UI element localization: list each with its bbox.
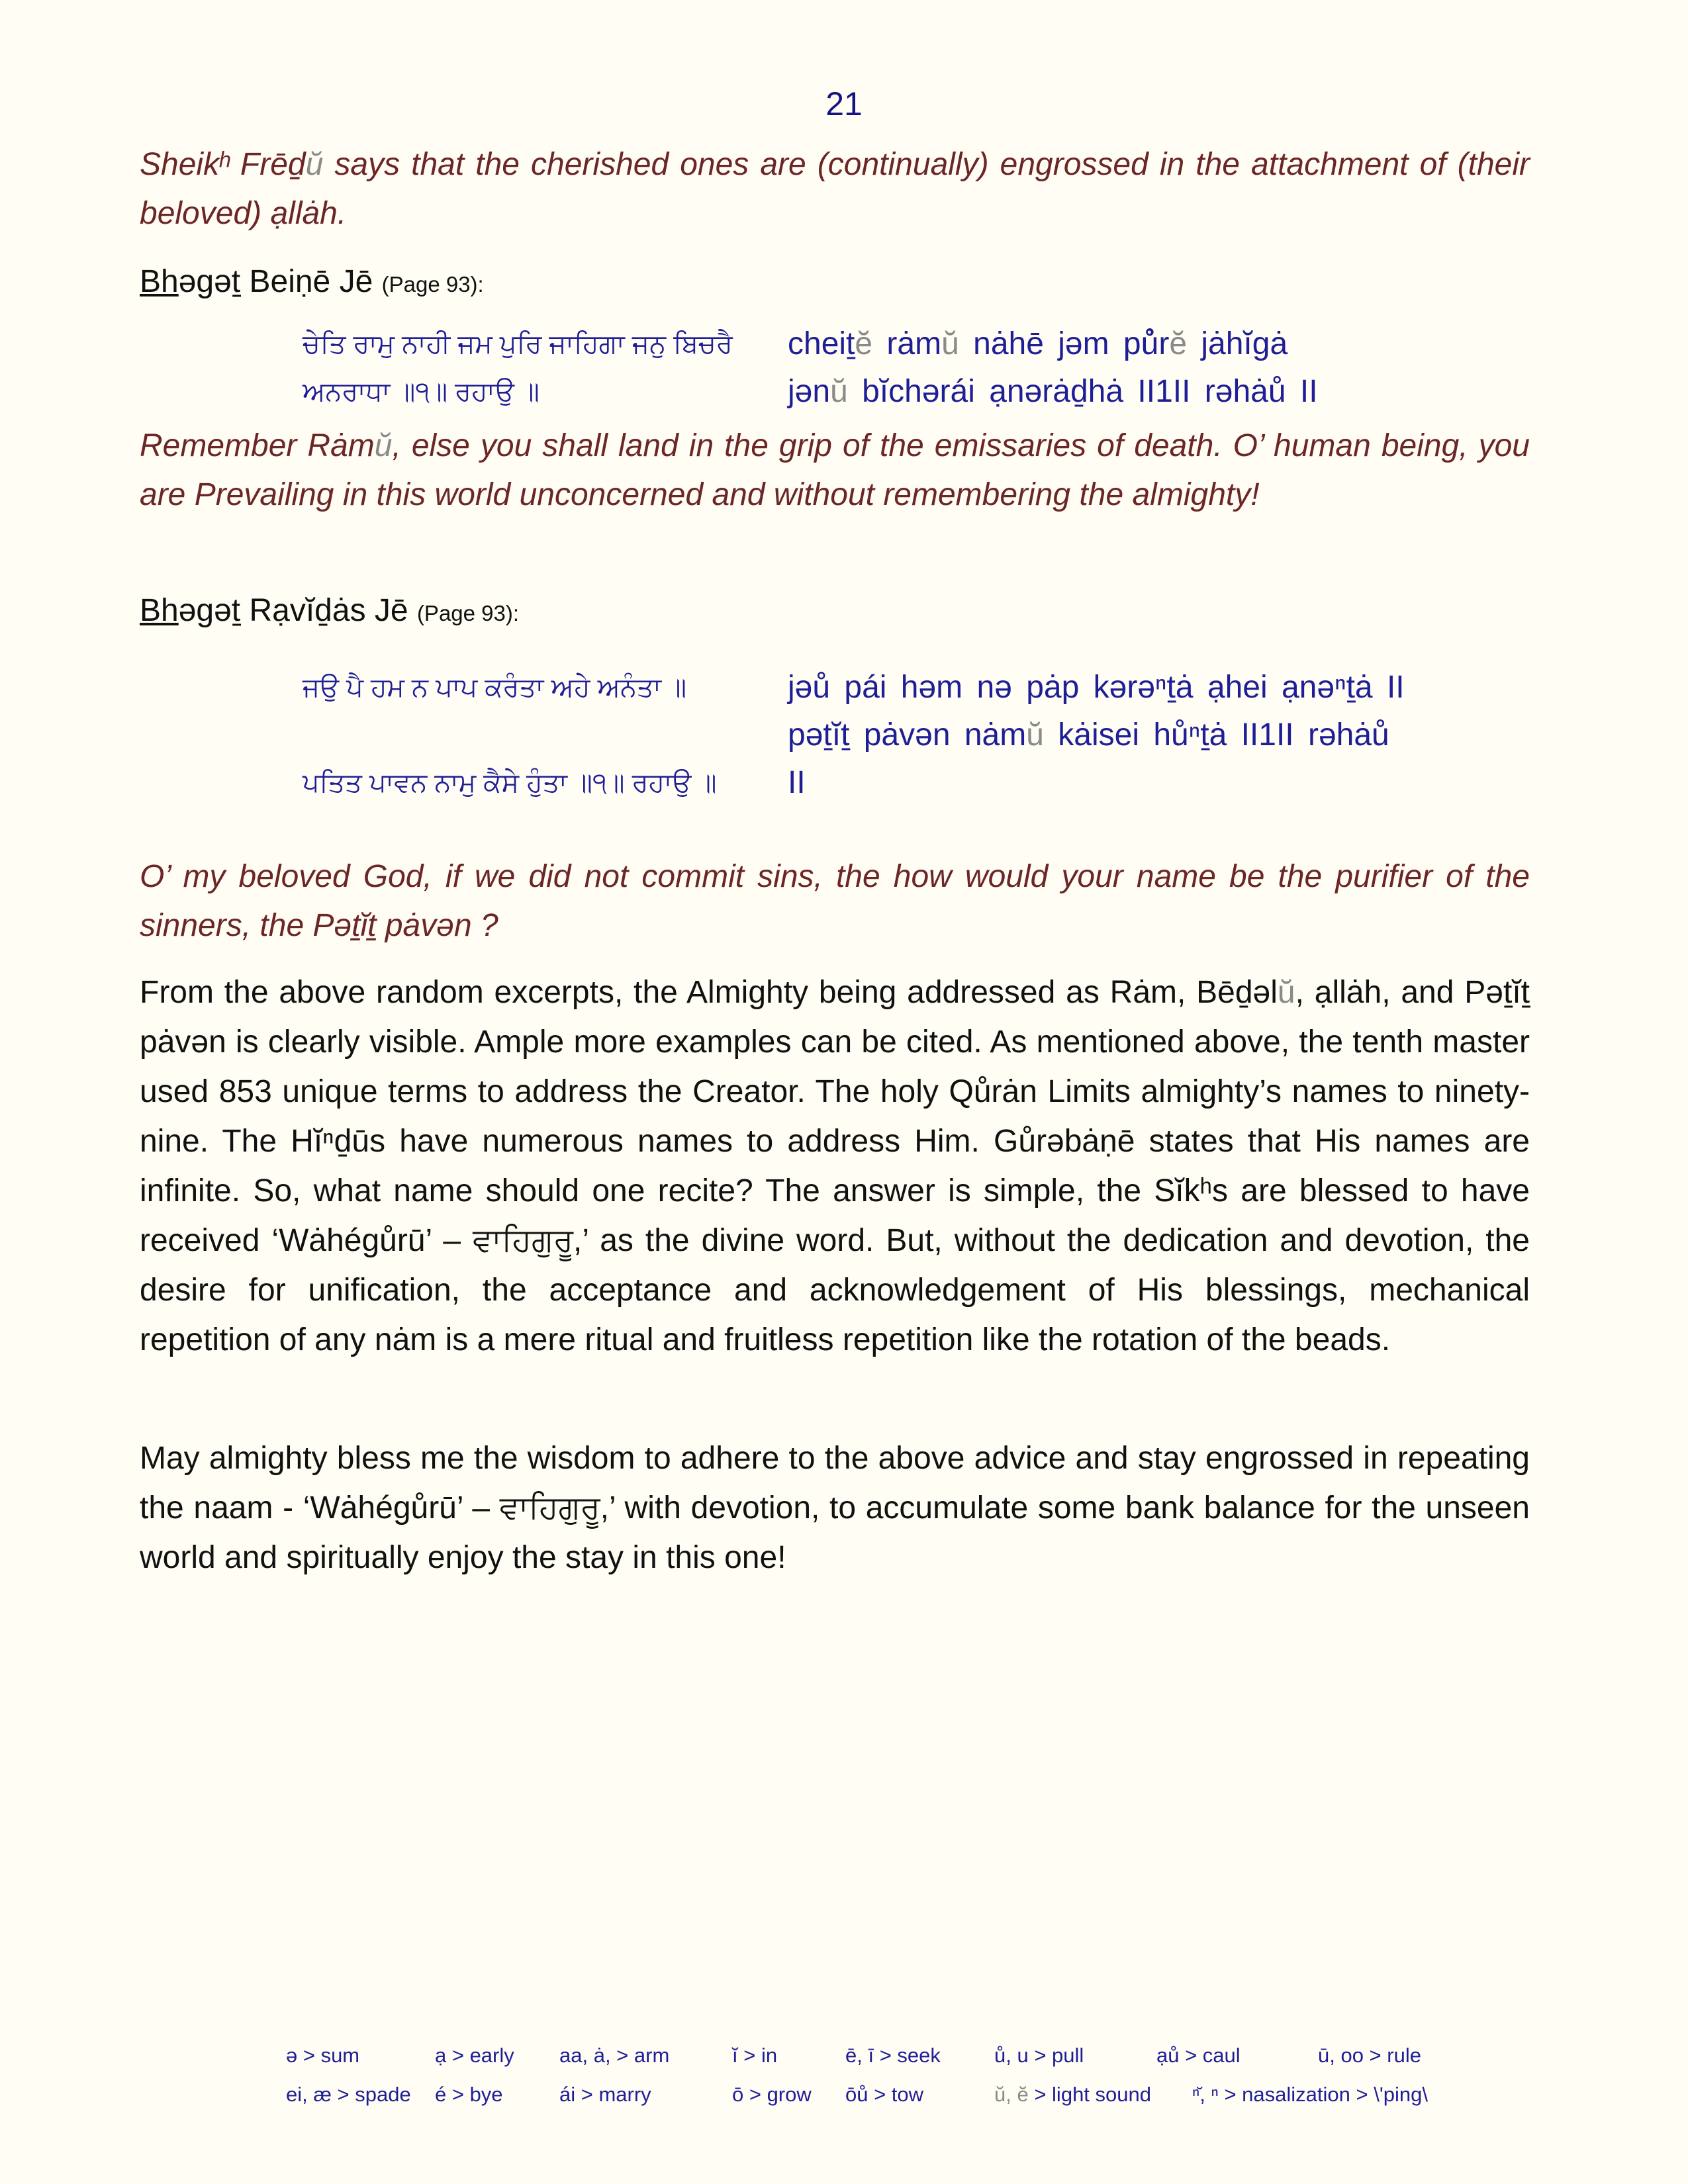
text-segment: ə > sum (286, 2044, 360, 2067)
light-vowel-text: ŭ (305, 147, 324, 182)
text-segment: Sheikʰ Frēḏ (140, 147, 306, 182)
heading-underlined: Bh (140, 264, 179, 299)
light-vowel-text: ĕ (855, 326, 873, 361)
page-reference: (Page 93): (416, 601, 520, 625)
key-item (1156, 2044, 1241, 2068)
key-item (559, 2044, 669, 2068)
heading-text: əgəṯ Beiṇē Jē (178, 264, 373, 299)
key-item (994, 2083, 1151, 2107)
text-segment: ei, æ > spade (286, 2083, 411, 2106)
text-segment: bĭchərái ạnərȧḏhȧ II1II rəhȧů II (847, 374, 1318, 409)
transliteration-line (788, 368, 1417, 416)
key-item (559, 2083, 651, 2107)
translation-paragraph-3 (140, 852, 1530, 950)
light-vowel-text: ĕ (1169, 326, 1188, 361)
text-segment: ạů > caul (1156, 2044, 1241, 2067)
key-item (435, 2044, 514, 2068)
key-item (732, 2083, 812, 2107)
key-item (732, 2044, 777, 2068)
transliteration-line (788, 711, 1410, 807)
text-segment: jəů pái həm nə pȧp kərəⁿṯȧ ạhei ạnəⁿṯȧ II (788, 670, 1405, 705)
text-segment: jȧhĭgȧ (1187, 326, 1288, 361)
gurmukhi-line: ਚੇਤਿ ਰਾਮੁ ਨਾਹੀ ਜਮ ਪੁਰਿ ਜਾਹਿਗਾ ਜਨੁ ਬਿਚਰੈ (303, 330, 733, 359)
translation-paragraph-2 (140, 422, 1530, 520)
translation-paragraph-1 (140, 140, 1530, 238)
gurmukhi-verse-1 (303, 320, 733, 416)
text-segment: cheiṯ (788, 326, 855, 361)
light-vowel-text: ŭ (941, 326, 959, 361)
text-segment: From the above random excerpts, the Almighty being addressed as Rȧm, Bēḏəl (140, 975, 1278, 1010)
transliteration-line (788, 664, 1410, 711)
text-segment: ái > marry (559, 2083, 651, 2106)
text-segment: kȧisei hůⁿṯȧ II1II rəhȧů II (788, 717, 1389, 800)
key-item (845, 2044, 941, 2068)
gurmukhi-verse-2 (303, 664, 717, 807)
text-segment: nȧhē jəm pů̊r (959, 326, 1170, 361)
text-segment: > light sound (1028, 2083, 1151, 2106)
text-segment: says that the cherished ones are (continually) engrossed in the attachment of (their beloved) ạllȧh. (140, 147, 1530, 231)
key-item (435, 2083, 503, 2107)
page-number: 21 (825, 85, 863, 122)
text-segment: , ạllȧh, and Pəṯĭṯ pȧvən is clearly visible. Ample more examples can be cited. As mentioned above, the tenth master used 853 unique terms to address the Creator. The holy Qůrȧn Limits almighty’s names to ninety-nine. The Hĭⁿḏūs have numerous names to address Him. Gůrəbȧṇē states that His names are infinite. So, what name should one recite? The answer is simple, the Sĭkʰs are blessed to have received ‘Wȧhégůrū’ – ਵਾਹਿਗੁਰੂ,’ as the divine word. But, without the dedication and devotion, the desire for unification, the acceptance and acknowledgement of His blessings, mechanical repetition of any nȧm is a mere ritual and fruitless repetition like the rotation of the beads. (140, 975, 1530, 1357)
text-segment: ạ > early (435, 2044, 514, 2067)
section-heading-bhagat-beine (140, 263, 484, 300)
text-segment: é > bye (435, 2083, 503, 2106)
text-segment: jən (788, 374, 831, 409)
text-segment: rȧm (872, 326, 942, 361)
text-segment: May almighty bless me the wisdom to adhere to the above advice and stay engrossed in repeating the naam - ‘Wȧhégůrū’ – ਵਾਹਿਗੁਰੂ,’ with devotion, to accumulate some bank balance for the unseen world and spiritually enjoy the stay in this one! (140, 1441, 1530, 1575)
key-item (845, 2083, 923, 2107)
text-segment: ō > grow (732, 2083, 812, 2106)
light-vowel-text: ŭ (830, 374, 848, 409)
body-paragraph-1 (140, 968, 1530, 1365)
gurmukhi-line: ਅਨਰਾਧਾ ॥੧॥ ਰਹਾਉ ॥ (303, 377, 539, 406)
text-segment: O’ my beloved God, if we did not commit sins, the how would your name be the purifier of the sinners, the Pəṯĭṯ pȧvən ? (140, 859, 1530, 943)
gurmukhi-line: ਜਉ ਪੈ ਹਮ ਨ ਪਾਪ ਕਰੰਤਾ ਅਹੇ ਅਨੰਤਾ ॥ (303, 673, 687, 702)
text-segment: pəṯĭṯ pȧvən nȧm (788, 717, 1027, 752)
key-item (1318, 2044, 1421, 2068)
light-vowel-text: ŭ, ĕ (994, 2083, 1029, 2106)
light-vowel-text: ŭ (1026, 717, 1044, 752)
text-segment: ů, u > pull (994, 2044, 1084, 2067)
text-segment: ē, ī > seek (845, 2044, 941, 2067)
transliteration-verse-2 (788, 664, 1410, 807)
light-vowel-text: ŭ (1277, 975, 1295, 1010)
key-item (1192, 2083, 1428, 2107)
page-reference: (Page 93): (381, 272, 484, 296)
key-item (286, 2044, 359, 2068)
text-segment: ōů > tow (845, 2083, 924, 2106)
light-vowel-text: ŭ (374, 428, 393, 463)
section-heading-bhagat-ravidas (140, 592, 519, 629)
transliteration-line (788, 320, 1417, 368)
text-segment: , else you shall land in the grip of the emissaries of death. O’ human being, you are Prevailing in this world unconcerned and without remembering the almighty! (140, 428, 1530, 512)
transliteration-verse-1 (788, 320, 1417, 416)
gurmukhi-line: ਪਤਿਤ ਪਾਵਨ ਨਾਮੁ ਕੈਸੇ ਹੁੰਤਾ ॥੧॥ ਰਹਾਉ ॥ (303, 768, 717, 797)
heading-text: əgəṯ Rạvĭḏȧs Jē (178, 593, 408, 628)
key-item (994, 2044, 1084, 2068)
body-paragraph-2 (140, 1433, 1530, 1582)
text-segment: ū, oo > rule (1318, 2044, 1421, 2067)
key-item (286, 2083, 411, 2107)
text-segment: ĭ > in (732, 2044, 778, 2067)
heading-underlined: Bh (140, 593, 179, 628)
text-segment: aa, ȧ, > arm (559, 2044, 670, 2067)
text-segment: Remember Rȧm (140, 428, 375, 463)
text-segment: ⁿ̆, ⁿ > nasalization > \'ping\ (1192, 2083, 1428, 2106)
